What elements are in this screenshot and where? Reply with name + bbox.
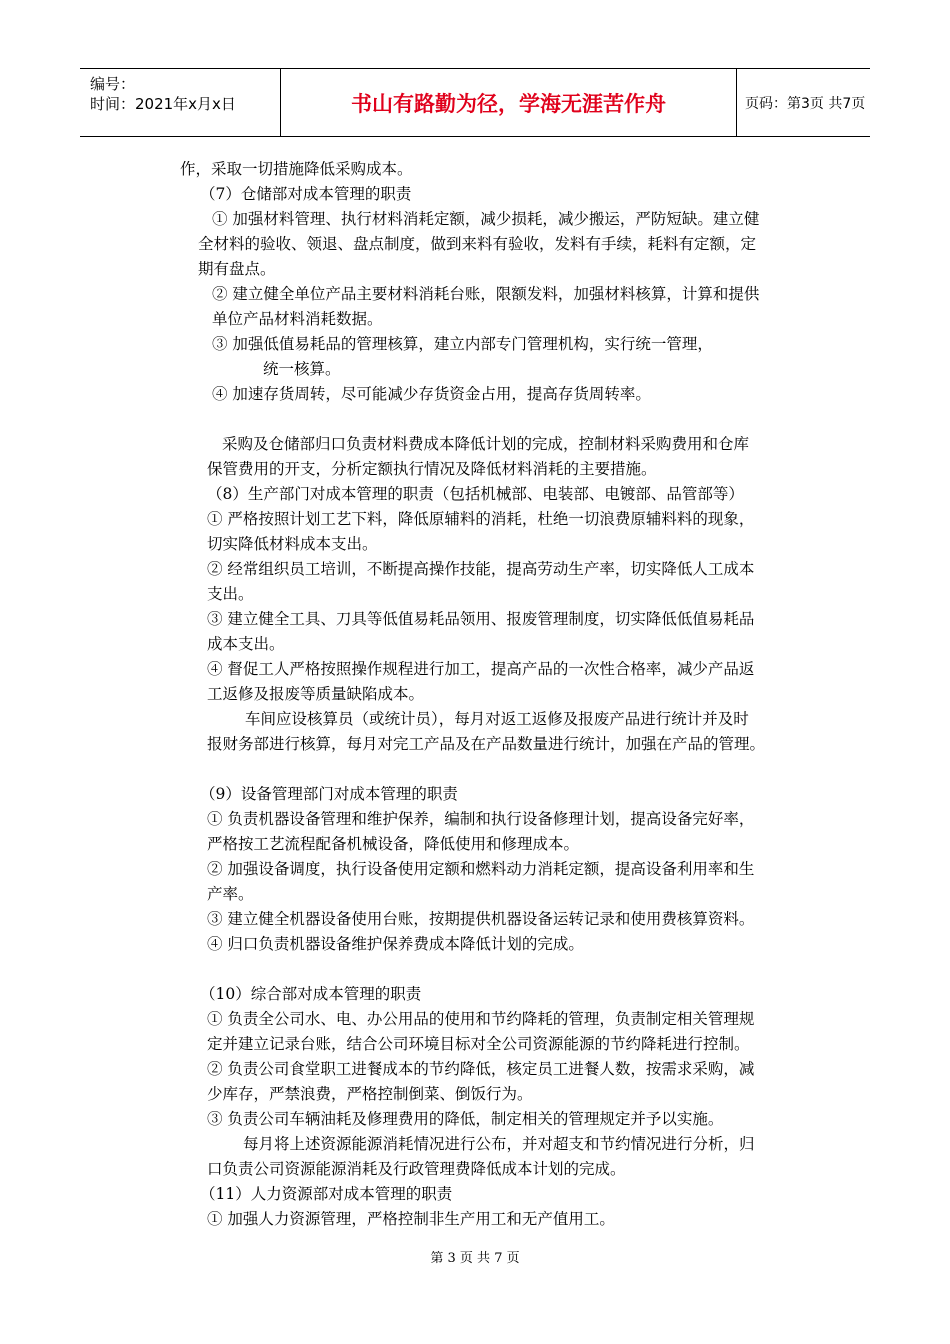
body-line: ① 加强人力资源管理，严格控制非生产用工和无产值用工。 (207, 1210, 615, 1228)
body-line: 口负责公司资源能源消耗及行政管理费降低成本计划的完成。 (207, 1160, 626, 1178)
body-line: ③ 加强低值易耗品的管理核算，建立内部专门管理机构，实行统一管理， (212, 335, 713, 353)
body-line: 全材料的验收、领退、盘点制度，做到来料有验收，发料有手续，耗料有定额，定 (198, 235, 757, 253)
body-line: 切实降低材料成本支出。 (207, 535, 378, 553)
body-line: 产率。 (207, 885, 254, 903)
body-line: 工返修及报废等质量缺陷成本。 (207, 685, 425, 703)
body-line: 单位产品材料消耗数据。 (212, 310, 383, 328)
section-heading: （11）人力资源部对成本管理的职责 (200, 1185, 453, 1203)
body-line: ③ 负责公司车辆油耗及修理费用的降低，制定相关的管理规定并予以实施。 (207, 1110, 724, 1128)
section-heading: （8）生产部门对成本管理的职责（包括机械部、电装部、电镀部、品管部等） (207, 485, 744, 503)
body-line: 报财务部进行核算，每月对完工产品及在产品数量进行统计，加强在产品的管理。 (207, 735, 766, 753)
body-line: 严格按工艺流程配备机械设备，降低使用和修理成本。 (207, 835, 580, 853)
body-line: 保管费用的开支，分析定额执行情况及降低材料消耗的主要措施。 (207, 460, 657, 478)
body-line: 每月将上述资源能源消耗情况进行公布，并对超支和节约情况进行分析，归 (243, 1135, 755, 1153)
body-line: ① 加强材料管理、执行材料消耗定额，减少损耗，减少搬运，严防短缺。建立健 (212, 210, 760, 228)
body-line: ② 经常组织员工培训，不断提高操作技能，提高劳动生产率，切实降低人工成本 (207, 560, 755, 578)
body-line: 期有盘点。 (198, 260, 276, 278)
body-line: 采购及仓储部归口负责材料费成本降低计划的完成，控制材料采购费用和仓库 (222, 435, 750, 453)
body-line: 车间应设核算员（或统计员），每月对返工返修及报废产品进行统计并及时 (245, 710, 749, 728)
body-line: 作，采取一切措施降低采购成本。 (180, 160, 413, 178)
section-heading: （7）仓储部对成本管理的职责 (200, 185, 412, 203)
section-heading: （10）综合部对成本管理的职责 (200, 985, 422, 1003)
page-footer: 第 3 页 共 7 页 (430, 1251, 520, 1266)
body-line: ① 严格按照计划工艺下料，降低原辅料的消耗，杜绝一切浪费原辅料料的现象， (207, 510, 755, 528)
section-heading: （9）设备管理部门对成本管理的职责 (200, 785, 458, 803)
header-page-number: 页码：第3页 共7页 (745, 95, 866, 112)
body-line: ② 负责公司食堂职工进餐成本的节约降低，核定员工进餐人数，按需求采购，减 (207, 1060, 755, 1078)
body-line: ④ 归口负责机器设备维护保养费成本降低计划的完成。 (207, 935, 584, 953)
body-line: 成本支出。 (207, 635, 285, 653)
body-line: 少库存，严禁浪费，严格控制倒菜、倒饭行为。 (207, 1085, 533, 1103)
body-line: 定并建立记录台账，结合公司环境目标对全公司资源能源的节约降耗进行控制。 (207, 1035, 750, 1053)
body-line: ③ 建立健全工具、刀具等低值易耗品领用、报废管理制度，切实降低低值易耗品 (207, 610, 755, 628)
document-number-label: 编号： (90, 75, 136, 93)
body-line: ① 负责全公司水、电、办公用品的使用和节约降耗的管理，负责制定相关管理规 (207, 1010, 755, 1028)
body-line: ④ 督促工人严格按照操作规程进行加工，提高产品的一次性合格率，减少产品返 (207, 660, 755, 678)
body-line: 统一核算。 (263, 360, 341, 378)
body-line: ① 负责机器设备管理和维护保养，编制和执行设备修理计划，提高设备完好率， (207, 810, 755, 828)
body-line: ② 建立健全单位产品主要材料消耗台账，限额发料，加强材料核算，计算和提供 (212, 285, 760, 303)
body-line: ③ 建立健全机器设备使用台账，按期提供机器设备运转记录和使用费核算资料。 (207, 910, 755, 928)
body-line: ② 加强设备调度，执行设备使用定额和燃料动力消耗定额，提高设备利用率和生 (207, 860, 755, 878)
header-motto: 书山有路勤为径，学海无涯苦作舟 (351, 91, 666, 116)
body-line: ④ 加速存货周转，尽可能减少存货资金占用，提高存货周转率。 (212, 385, 651, 403)
document-date-label: 时间：2021年x月x日 (90, 95, 236, 113)
body-line: 支出。 (207, 585, 254, 603)
